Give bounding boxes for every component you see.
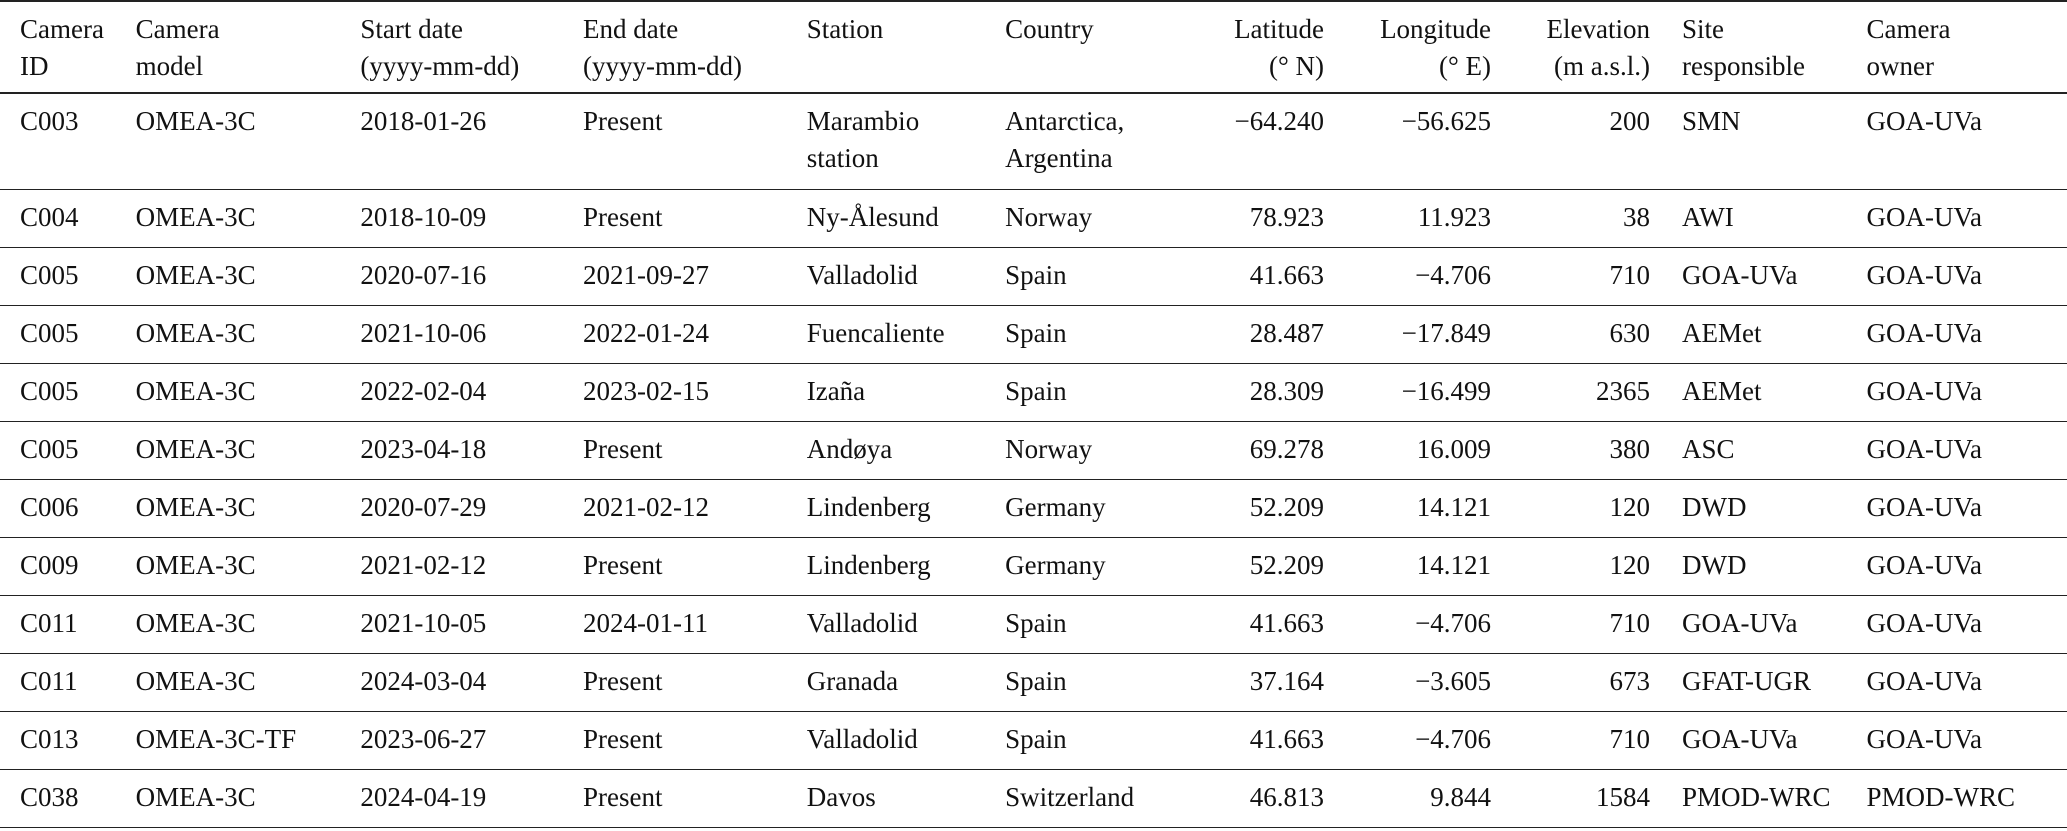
cell-site-responsible: DWD: [1681, 491, 1747, 522]
cell-end-date: Present: [583, 549, 663, 580]
cell-camera-id: C004: [20, 201, 79, 232]
cell-start-date: 2018-01-26: [360, 106, 487, 136]
cell-camera-id: C003: [20, 106, 79, 136]
cell-camera-model: OMEA-3C: [135, 375, 256, 406]
cell-camera-id: C005: [20, 259, 79, 290]
cell-site-responsible: GOA-UVa: [1681, 259, 1798, 290]
table-row: [0, 479, 2067, 537]
cell-longitude: −16.499: [1401, 375, 1492, 406]
cell-station: Fuencaliente: [806, 317, 945, 348]
cell-longitude: 9.844: [1430, 781, 1492, 812]
cell-country: Spain: [1005, 375, 1067, 406]
cell-camera-owner: GOA-UVa: [1866, 433, 1982, 464]
cell-site-responsible: AEMet: [1681, 375, 1762, 406]
cell-latitude: 41.663: [1249, 723, 1325, 754]
cell-site-responsible: GOA-UVa: [1681, 607, 1798, 638]
cell-site-responsible: AWI: [1681, 201, 1734, 232]
table-row: [0, 189, 2067, 247]
cell-end-date: Present: [583, 723, 663, 754]
cell-latitude: 78.923: [1249, 201, 1325, 232]
cell-latitude: 41.663: [1249, 259, 1325, 290]
cell-station: Andøya: [806, 433, 893, 464]
cell-start-date: 2021-10-05: [360, 607, 487, 638]
cell-station: Davos: [806, 781, 876, 812]
table-row: [0, 595, 2067, 653]
cell-elevation: 710: [1609, 607, 1650, 638]
cell-camera-id: C009: [20, 549, 79, 580]
cell-elevation: 200: [1609, 106, 1650, 136]
cell-camera-id: C011: [20, 665, 78, 696]
cell-latitude: 52.209: [1249, 549, 1325, 580]
cell-country: Norway: [1005, 201, 1093, 232]
cell-end-date: 2021-02-12: [583, 491, 709, 522]
cell-longitude: 14.121: [1416, 491, 1492, 522]
cell-camera-id: C006: [20, 491, 79, 522]
header-station: Station: [806, 14, 884, 44]
cell-camera-model: OMEA-3C: [135, 607, 256, 638]
cell-latitude: 28.309: [1249, 375, 1325, 406]
cell-longitude: −4.706: [1415, 723, 1492, 754]
cell-country: Germany: [1005, 549, 1106, 580]
cell-elevation: 1584: [1595, 781, 1650, 812]
cell-station: Izaña: [806, 375, 866, 406]
cell-end-date: Present: [583, 201, 663, 232]
cell-longitude: −3.605: [1415, 665, 1492, 696]
cell-start-date: 2024-03-04: [360, 665, 487, 696]
cell-station: Ny-Ålesund: [806, 201, 939, 232]
cell-elevation: 380: [1609, 433, 1650, 464]
cell-elevation: 2365: [1595, 375, 1650, 406]
cell-country: Spain: [1005, 317, 1067, 348]
cell-start-date: 2020-07-16: [360, 259, 487, 290]
table-body: [0, 93, 2067, 827]
cell-camera-id: C005: [20, 317, 79, 348]
header-latitude: Latitude (° N): [1234, 14, 1325, 81]
cell-camera-model: OMEA-3C: [135, 106, 256, 136]
cell-latitude: 52.209: [1249, 491, 1325, 522]
cell-camera-id: C013: [20, 723, 79, 754]
cell-country: Spain: [1005, 607, 1067, 638]
cell-elevation: 710: [1609, 259, 1650, 290]
cell-elevation: 710: [1609, 723, 1650, 754]
cell-station: Valladolid: [806, 723, 918, 754]
header-start-date: Start date (yyyy-mm-dd): [360, 14, 520, 81]
cell-start-date: 2021-02-12: [360, 549, 487, 580]
cell-station: Granada: [806, 665, 899, 696]
cell-site-responsible: DWD: [1681, 549, 1747, 580]
cell-end-date: Present: [583, 106, 663, 136]
cell-station: Valladolid: [806, 607, 918, 638]
cell-end-date: Present: [583, 433, 663, 464]
cell-longitude: 14.121: [1416, 549, 1492, 580]
cell-camera-owner: GOA-UVa: [1866, 317, 1982, 348]
cell-longitude: −4.706: [1415, 607, 1492, 638]
cell-site-responsible: PMOD-WRC: [1681, 781, 1831, 812]
cell-camera-owner: GOA-UVa: [1866, 723, 1982, 754]
table-row: [0, 93, 2067, 189]
cell-site-responsible: GFAT-UGR: [1681, 665, 1811, 696]
cell-start-date: 2022-02-04: [360, 375, 487, 406]
cell-latitude: 37.164: [1249, 665, 1325, 696]
cell-site-responsible: ASC: [1681, 433, 1735, 464]
cell-country: Spain: [1005, 665, 1067, 696]
header-end-date: End date (yyyy-mm-dd): [583, 14, 742, 81]
cell-end-date: Present: [583, 665, 663, 696]
cell-camera-id: C005: [20, 375, 79, 406]
table-row: [0, 711, 2067, 769]
cell-camera-owner: GOA-UVa: [1866, 201, 1982, 232]
cell-elevation: 630: [1609, 317, 1650, 348]
table-header: [0, 1, 2067, 93]
cell-latitude: 41.663: [1249, 607, 1325, 638]
cell-longitude: −4.706: [1415, 259, 1492, 290]
cell-camera-model: OMEA-3C: [135, 201, 256, 232]
cell-longitude: 16.009: [1416, 433, 1492, 464]
cell-country: Switzerland: [1005, 781, 1135, 812]
cell-camera-owner: GOA-UVa: [1866, 106, 1982, 136]
cell-latitude: 69.278: [1249, 433, 1325, 464]
table-row: [0, 537, 2067, 595]
cell-country: Norway: [1005, 433, 1093, 464]
cell-elevation: 673: [1609, 665, 1650, 696]
header-row: [0, 1, 2067, 93]
cell-site-responsible: SMN: [1681, 106, 1741, 136]
cell-camera-owner: GOA-UVa: [1866, 491, 1982, 522]
cell-camera-id: C038: [20, 781, 79, 812]
cell-start-date: 2023-06-27: [360, 723, 487, 754]
cell-end-date: 2023-02-15: [583, 375, 709, 406]
cell-start-date: 2021-10-06: [360, 317, 487, 348]
table-row: [0, 421, 2067, 479]
cell-camera-owner: GOA-UVa: [1866, 665, 1982, 696]
header-site-responsible: Site responsible: [1681, 14, 1805, 81]
cell-camera-model: OMEA-3C-TF: [135, 723, 297, 754]
cell-longitude: −17.849: [1401, 317, 1492, 348]
cell-start-date: 2018-10-09: [360, 201, 487, 232]
cell-station: Marambio station: [806, 106, 920, 173]
cell-camera-owner: GOA-UVa: [1866, 607, 1982, 638]
table-row: [0, 305, 2067, 363]
cell-start-date: 2024-04-19: [360, 781, 487, 812]
cell-end-date: 2021-09-27: [583, 259, 709, 290]
header-camera-model: Camera model: [135, 14, 220, 81]
cell-camera-owner: GOA-UVa: [1866, 259, 1982, 290]
cell-elevation: 120: [1609, 491, 1650, 522]
cell-country: Spain: [1005, 259, 1067, 290]
cell-camera-owner: GOA-UVa: [1866, 549, 1982, 580]
header-longitude: Longitude (° E): [1380, 14, 1492, 81]
cell-elevation: 120: [1609, 549, 1650, 580]
table-row: [0, 363, 2067, 421]
cell-camera-owner: GOA-UVa: [1866, 375, 1982, 406]
table-row: [0, 653, 2067, 711]
cell-station: Valladolid: [806, 259, 918, 290]
cell-longitude: 11.923: [1417, 201, 1492, 232]
cell-camera-model: OMEA-3C: [135, 665, 256, 696]
cell-station: Lindenberg: [806, 549, 931, 580]
header-camera-owner: Camera owner: [1866, 14, 1951, 81]
cell-station: Lindenberg: [806, 491, 931, 522]
cell-country: Spain: [1005, 723, 1067, 754]
cell-latitude: 28.487: [1249, 317, 1325, 348]
cell-camera-model: OMEA-3C: [135, 259, 256, 290]
cell-end-date: Present: [583, 781, 663, 812]
cell-end-date: 2024-01-11: [583, 607, 708, 638]
cell-site-responsible: AEMet: [1681, 317, 1762, 348]
cell-end-date: 2022-01-24: [583, 317, 709, 348]
cell-camera-model: OMEA-3C: [135, 317, 256, 348]
table-row: [0, 247, 2067, 305]
header-camera-id: Camera ID: [20, 14, 104, 81]
cell-country: Germany: [1005, 491, 1106, 522]
cell-site-responsible: GOA-UVa: [1681, 723, 1798, 754]
cell-elevation: 38: [1622, 201, 1650, 232]
cell-camera-model: OMEA-3C: [135, 491, 256, 522]
cell-latitude: 46.813: [1249, 781, 1325, 812]
cell-camera-model: OMEA-3C: [135, 549, 256, 580]
header-country: Country: [1005, 14, 1094, 44]
cell-camera-model: OMEA-3C: [135, 433, 256, 464]
cell-camera-owner: PMOD-WRC: [1866, 781, 2016, 812]
cell-longitude: −56.625: [1401, 106, 1492, 136]
cell-start-date: 2020-07-29: [360, 491, 487, 522]
cell-camera-id: C011: [20, 607, 78, 638]
cell-start-date: 2023-04-18: [360, 433, 487, 464]
table-row: [0, 769, 2067, 827]
cell-latitude: −64.240: [1234, 106, 1325, 136]
cell-camera-id: C005: [20, 433, 79, 464]
cell-country: Antarctica, Argentina: [1005, 106, 1125, 173]
header-elevation: Elevation (m a.s.l.): [1546, 14, 1650, 81]
cell-camera-model: OMEA-3C: [135, 781, 256, 812]
